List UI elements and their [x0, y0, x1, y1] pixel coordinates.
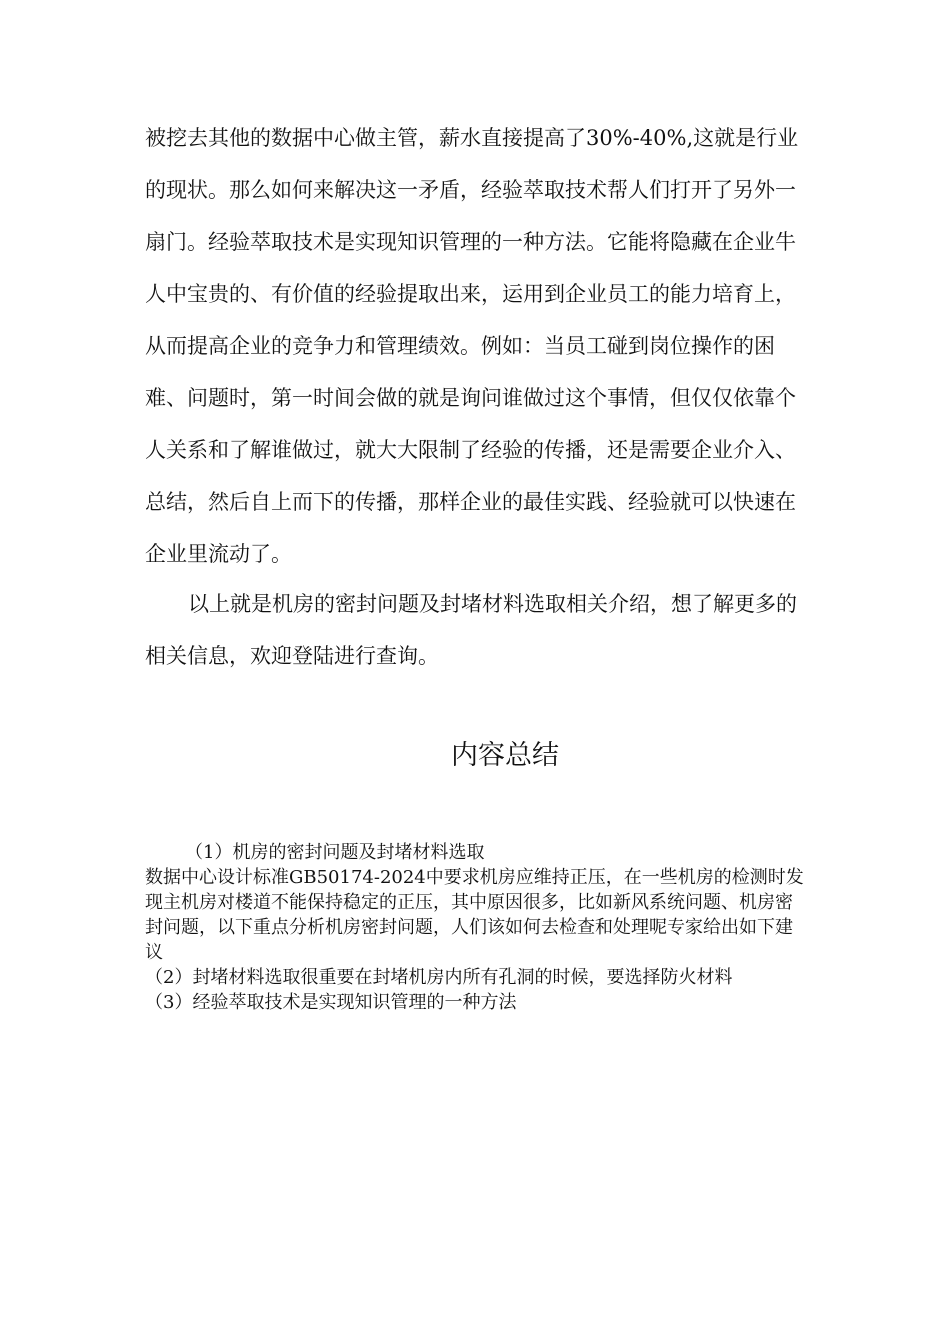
- summary-title: 内容总结: [451, 740, 559, 771]
- summary-section: [145, 840, 805, 1015]
- summary-item-3: （3）经验萃取技术是实现知识管理的一种方法: [145, 992, 517, 1013]
- summary-item-2: （2）封堵材料选取很重要在封堵机房内所有孔洞的时候，要选择防火材料: [145, 967, 733, 988]
- summary-item-1-body: 数据中心设计标准GB50174-2024中要求机房应维持正压，在一些机房的检测时发现主机房对楼道不能保持稳定的正压，其中原因很多，比如新风系统问题、机房密封问题，以下重点分析机房密封问题，人们该如何去检查和处理呢专家给出如下建议: [145, 867, 804, 963]
- body-paragraph-2: 以上就是机房的密封问题及封堵材料选取相关介绍，想了解更多的相关信息，欢迎登陆进行查询。: [145, 592, 797, 668]
- body-paragraph-1: 被挖去其他的数据中心做主管，薪水直接提高了30%-40%,这就是行业的现状。那么如何来解决这一矛盾，经验萃取技术帮人们打开了另外一扇门。经验萃取技术是实现知识管理的一种方法。它能将隐藏在企业牛人中宝贵的、有价值的经验提取出来，运用到企业员工的能力培育上，从而提高企业的竞争力和管理绩效。例如：当员工碰到岗位操作的困难、问题时，第一时间会做的就是询问谁做过这个事情，但仅仅依靠个人关系和了解谁做过，就大大限制了经验的传播，还是需要企业介入、总结，然后自上而下的传播，那样企业的最佳实践、经验就可以快速在企业里流动了。: [145, 126, 799, 566]
- summary-item-1-heading: （1）机房的密封问题及封堵材料选取: [185, 842, 485, 863]
